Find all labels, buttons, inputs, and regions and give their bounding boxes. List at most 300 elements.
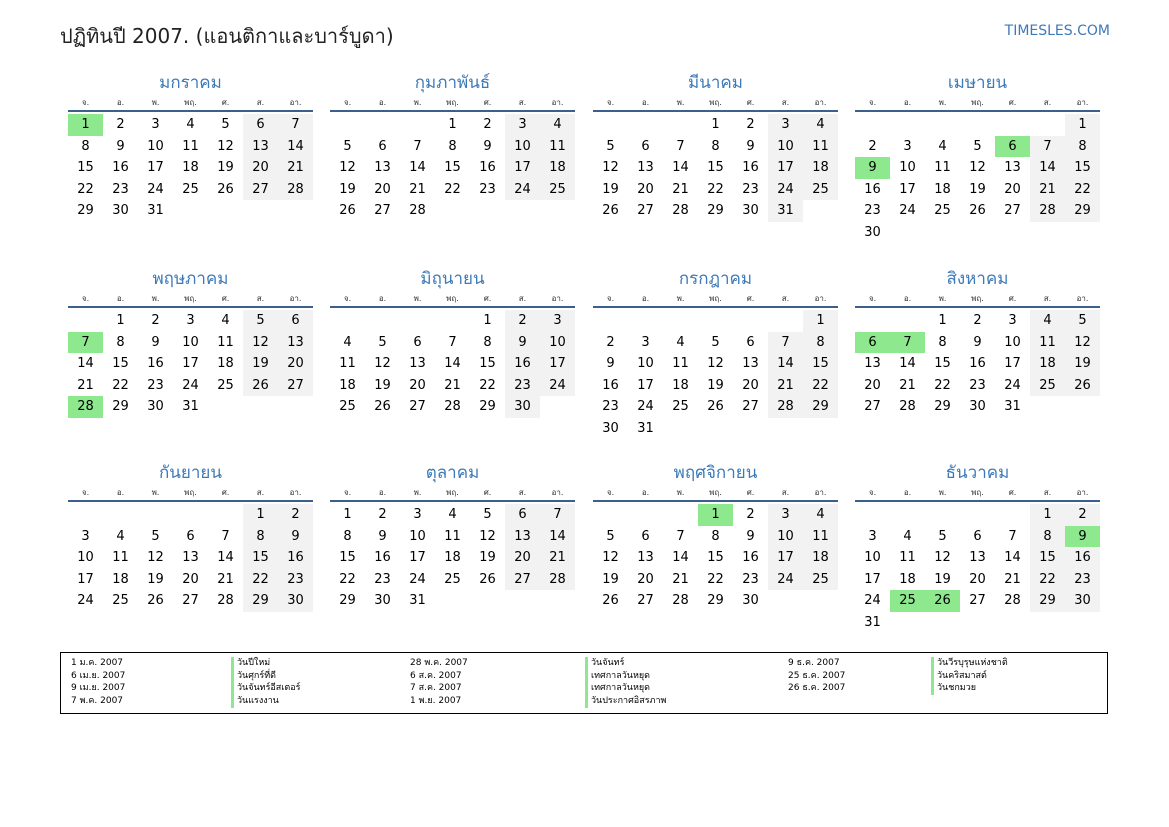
day-cell: 22 <box>1030 569 1065 591</box>
day-cell: 5 <box>243 310 278 332</box>
day-cell: 30 <box>374 593 391 608</box>
day-cell: 24 <box>540 375 575 397</box>
month-calendar <box>330 460 575 608</box>
day-cell: 27 <box>505 569 540 591</box>
holiday-day-cell: 9 <box>1065 526 1100 548</box>
legend-holiday-name: วันประกาศอิสรภาพ <box>591 696 667 707</box>
weekday-label: จ. <box>343 294 352 303</box>
weekday-label: อ. <box>116 488 125 497</box>
holiday-day-cell: 25 <box>890 590 925 612</box>
legend-names <box>931 657 1008 695</box>
day-cell: 29 <box>803 396 838 418</box>
day-cell: 4 <box>221 313 230 328</box>
day-cell: 26 <box>479 571 496 587</box>
weekday-label: พฤ. <box>971 488 984 497</box>
weekday-label: อา. <box>1076 294 1089 303</box>
day-cell: 19 <box>147 571 164 587</box>
weekday-label: ส. <box>518 98 527 107</box>
day-cell: 16 <box>864 181 881 197</box>
day-cell: 29 <box>479 399 496 414</box>
day-cell: 26 <box>339 203 356 218</box>
weekday-label: พฤ. <box>184 294 197 303</box>
weekday-label: จ. <box>606 98 615 107</box>
month-name: พฤศจิกายน <box>673 463 758 483</box>
day-cell: 4 <box>1030 310 1065 332</box>
day-cell: 19 <box>707 377 724 393</box>
weekday-label: จ. <box>81 488 90 497</box>
day-cell: 14 <box>409 160 426 175</box>
day-cell: 23 <box>602 399 619 414</box>
day-cell: 28 <box>672 203 689 218</box>
day-cell: 19 <box>969 181 986 197</box>
day-cell: 29 <box>77 203 94 218</box>
day-cell: 10 <box>637 356 654 371</box>
weekday-label: จ. <box>606 488 615 497</box>
day-cell: 15 <box>1065 157 1100 179</box>
weekday-label: อา. <box>289 488 302 497</box>
day-cell: 4 <box>343 334 352 350</box>
day-cell: 5 <box>973 138 982 154</box>
day-cell: 18 <box>899 571 916 587</box>
day-cell: 15 <box>934 356 951 371</box>
day-cell: 19 <box>217 160 234 175</box>
weekday-label: พ. <box>151 98 160 107</box>
weekday-label: พฤ. <box>971 98 984 107</box>
day-cell: 26 <box>217 181 234 197</box>
weekday-header <box>68 292 313 308</box>
day-cell: 13 <box>969 550 986 565</box>
day-cell: 12 <box>479 528 496 544</box>
day-cell: 18 <box>444 550 461 565</box>
holiday-day-cell: 1 <box>698 504 733 526</box>
day-cell: 2 <box>116 117 125 132</box>
day-cell: 24 <box>409 571 426 587</box>
day-cell: 10 <box>182 334 199 350</box>
day-cell: 22 <box>77 181 94 197</box>
weekday-label: พ. <box>676 488 685 497</box>
weekday-label: อา. <box>289 98 302 107</box>
day-cell: 14 <box>540 526 575 548</box>
day-cell: 6 <box>378 138 387 154</box>
day-cell: 7 <box>768 332 803 354</box>
day-cell: 11 <box>540 136 575 158</box>
day-cell: 15 <box>112 356 129 371</box>
day-cell: 8 <box>1030 526 1065 548</box>
weekday-header <box>330 486 575 502</box>
day-cell: 31 <box>182 399 199 414</box>
weekday-header <box>593 292 838 308</box>
day-cell: 16 <box>505 353 540 375</box>
day-cell: 3 <box>540 310 575 332</box>
weekday-label: อา. <box>551 294 564 303</box>
holiday-day-cell: 7 <box>68 332 103 354</box>
weekday-label: ศ. <box>746 98 755 107</box>
day-cell: 10 <box>77 550 94 565</box>
legend-holiday-name: เทศกาลวันหยุด <box>591 683 650 694</box>
day-cell: 3 <box>768 114 803 136</box>
day-cell: 9 <box>606 356 615 371</box>
day-cell: 31 <box>409 593 426 608</box>
day-cell: 11 <box>672 356 689 371</box>
page-title: ปฏิทินปี 2007. (แอนติกาและบาร์บูดา) <box>60 24 394 48</box>
legend-dates <box>788 657 845 695</box>
weekday-label: ศ. <box>746 488 755 497</box>
weekday-label: อ. <box>378 98 387 107</box>
day-cell: 24 <box>505 179 540 201</box>
day-cell: 23 <box>147 377 164 393</box>
day-cell: 22 <box>112 377 129 393</box>
weekday-label: อ. <box>116 98 125 107</box>
day-cell: 21 <box>444 377 461 393</box>
holiday-day-cell: 28 <box>68 396 103 418</box>
weekday-header <box>68 486 313 502</box>
day-cell: 7 <box>540 504 575 526</box>
weekday-header <box>330 292 575 308</box>
legend-dates <box>410 657 468 708</box>
day-cell: 2 <box>746 507 755 522</box>
day-cell: 15 <box>77 160 94 175</box>
day-cell: 26 <box>602 593 619 608</box>
day-cell: 19 <box>374 377 391 393</box>
day-cell: 8 <box>938 334 947 350</box>
day-cell: 30 <box>278 590 313 612</box>
day-cell: 25 <box>1030 375 1065 397</box>
day-cell: 16 <box>742 160 759 175</box>
month-name: สิงหาคม <box>946 269 1009 289</box>
day-cell: 19 <box>479 550 496 565</box>
day-cell: 18 <box>339 377 356 393</box>
day-cell: 22 <box>479 377 496 393</box>
day-cell: 19 <box>243 353 278 375</box>
day-cell: 9 <box>378 528 387 544</box>
weekday-label: อ. <box>641 98 650 107</box>
day-cell: 3 <box>505 114 540 136</box>
day-cell: 22 <box>934 377 951 393</box>
day-cell: 28 <box>1004 593 1021 608</box>
day-cell: 5 <box>483 507 492 522</box>
day-cell: 27 <box>182 593 199 608</box>
day-cell: 13 <box>374 160 391 175</box>
day-cell: 23 <box>742 181 759 197</box>
day-cell: 3 <box>868 528 877 544</box>
holiday-day-cell: 6 <box>855 332 890 354</box>
day-cell: 3 <box>81 528 90 544</box>
day-cell: 28 <box>672 593 689 608</box>
weekday-label: อา. <box>1076 98 1089 107</box>
legend-date: 1 พ.ย. 2007 <box>410 696 462 707</box>
day-cell: 26 <box>602 203 619 218</box>
day-cell: 5 <box>606 138 615 154</box>
day-cell: 12 <box>217 138 234 154</box>
day-cell: 17 <box>637 377 654 393</box>
day-cell: 20 <box>1004 181 1021 197</box>
weekday-label: พฤ. <box>446 488 459 497</box>
day-cell: 20 <box>637 571 654 587</box>
month-calendar <box>593 460 838 608</box>
weekday-label: จ. <box>606 294 615 303</box>
day-cell: 10 <box>540 332 575 354</box>
day-cell: 2 <box>151 313 160 328</box>
day-cell: 1 <box>803 310 838 332</box>
day-cell: 12 <box>602 550 619 565</box>
weekday-label: ศ. <box>1008 294 1017 303</box>
weekday-label: พฤ. <box>709 294 722 303</box>
day-cell: 24 <box>182 377 199 393</box>
weekday-label: พ. <box>938 98 947 107</box>
legend-date: 26 ธ.ค. 2007 <box>788 683 846 694</box>
day-cell: 27 <box>864 399 881 414</box>
day-cell: 1 <box>116 313 125 328</box>
legend-holiday-name: วันคริสมาสต์ <box>937 670 987 681</box>
day-cell: 6 <box>973 528 982 544</box>
weekday-label: พฤ. <box>709 488 722 497</box>
day-cell: 4 <box>186 117 195 132</box>
day-cell: 19 <box>339 181 356 197</box>
day-cell: 13 <box>864 356 881 371</box>
weekday-label: ส. <box>518 488 527 497</box>
day-cell: 10 <box>768 526 803 548</box>
day-cell: 19 <box>1065 353 1100 375</box>
day-cell: 14 <box>1004 550 1021 565</box>
day-cell: 21 <box>409 181 426 197</box>
day-cell: 21 <box>768 375 803 397</box>
weekday-label: อ. <box>116 294 125 303</box>
day-cell: 21 <box>672 181 689 197</box>
day-cell: 8 <box>711 528 720 544</box>
day-cell: 24 <box>147 181 164 197</box>
legend-names <box>585 657 666 708</box>
day-cell: 18 <box>803 157 838 179</box>
day-cell: 30 <box>1065 590 1100 612</box>
weekday-label: พฤ. <box>971 294 984 303</box>
day-cell: 30 <box>864 224 881 240</box>
weekday-label: อ. <box>903 488 912 497</box>
holiday-legend <box>60 652 1108 714</box>
weekday-label: อ. <box>641 488 650 497</box>
day-cell: 11 <box>339 356 356 371</box>
day-cell: 29 <box>112 399 129 414</box>
month-calendar <box>68 460 313 608</box>
day-cell: 9 <box>505 332 540 354</box>
day-cell: 22 <box>707 181 724 197</box>
day-cell: 20 <box>374 181 391 197</box>
day-cell: 17 <box>768 157 803 179</box>
legend-date: 6 ส.ค. 2007 <box>410 670 462 681</box>
weekday-label: พ. <box>938 488 947 497</box>
day-cell: 12 <box>243 332 278 354</box>
day-cell: 3 <box>413 507 422 522</box>
day-cell: 24 <box>864 593 881 608</box>
month-name: เมษายน <box>947 73 1008 93</box>
day-cell: 8 <box>243 526 278 548</box>
day-cell: 9 <box>278 526 313 548</box>
day-cell: 8 <box>1065 136 1100 158</box>
weekday-label: ศ. <box>483 488 492 497</box>
day-cell: 13 <box>505 526 540 548</box>
day-cell: 25 <box>934 203 951 218</box>
day-cell: 14 <box>444 356 461 371</box>
day-cell: 16 <box>278 547 313 569</box>
weekday-label: จ. <box>868 98 877 107</box>
day-cell: 30 <box>742 203 759 218</box>
month-calendar <box>593 266 838 436</box>
day-cell: 23 <box>505 375 540 397</box>
day-cell: 16 <box>742 550 759 565</box>
month-calendar <box>855 266 1100 414</box>
day-cell: 25 <box>339 399 356 414</box>
day-cell: 13 <box>742 356 759 371</box>
legend-date: 28 พ.ค. 2007 <box>410 658 468 668</box>
day-cell: 28 <box>409 203 426 218</box>
day-cell: 2 <box>1065 504 1100 526</box>
day-cell: 12 <box>147 550 164 565</box>
day-cell: 18 <box>112 571 129 587</box>
weekday-label: ศ. <box>1008 98 1017 107</box>
day-cell: 4 <box>803 504 838 526</box>
weekday-header <box>593 486 838 502</box>
day-cell: 25 <box>803 179 838 201</box>
day-cell: 6 <box>746 334 755 350</box>
day-cell: 13 <box>409 356 426 371</box>
day-cell: 11 <box>444 528 461 544</box>
day-cell: 24 <box>1004 377 1021 393</box>
day-cell: 1 <box>711 117 720 132</box>
day-cell: 8 <box>343 528 352 544</box>
day-cell: 20 <box>637 181 654 197</box>
day-cell: 18 <box>540 157 575 179</box>
day-cell: 14 <box>217 550 234 565</box>
day-cell: 30 <box>602 420 619 436</box>
day-cell: 17 <box>540 353 575 375</box>
day-cell: 27 <box>742 399 759 414</box>
day-cell: 28 <box>1030 200 1065 222</box>
day-cell: 22 <box>444 181 461 197</box>
day-cell: 1 <box>483 313 492 328</box>
legend-date: 7 พ.ค. 2007 <box>71 696 124 707</box>
day-cell: 13 <box>243 136 278 158</box>
day-cell: 5 <box>378 334 387 350</box>
day-cell: 28 <box>444 399 461 414</box>
day-cell: 1 <box>1065 114 1100 136</box>
day-cell: 16 <box>969 356 986 371</box>
day-cell: 15 <box>803 353 838 375</box>
day-cell: 19 <box>602 571 619 587</box>
day-cell: 5 <box>938 528 947 544</box>
legend-date: 1 ม.ค. 2007 <box>71 658 124 668</box>
day-cell: 28 <box>217 593 234 608</box>
day-cell: 10 <box>505 136 540 158</box>
day-cell: 1 <box>938 313 947 328</box>
day-cell: 25 <box>217 377 234 393</box>
weekday-label: ศ. <box>483 98 492 107</box>
day-cell: 4 <box>803 114 838 136</box>
day-cell: 13 <box>637 550 654 565</box>
day-cell: 10 <box>147 138 164 154</box>
day-cell: 6 <box>505 504 540 526</box>
legend-date: 25 ธ.ค. 2007 <box>788 670 846 681</box>
weekday-header <box>855 486 1100 502</box>
day-cell: 7 <box>413 138 422 154</box>
month-name: กันยายน <box>158 463 222 483</box>
legend-holiday-name: วันชกมวย <box>937 683 977 694</box>
month-calendar <box>68 266 313 414</box>
day-cell: 11 <box>1030 332 1065 354</box>
day-cell: 29 <box>243 590 278 612</box>
day-cell: 6 <box>186 528 195 544</box>
day-cell: 25 <box>444 571 461 587</box>
weekday-label: ศ. <box>221 488 230 497</box>
legend-holiday-name: วันแรงงาน <box>237 696 279 707</box>
day-cell: 20 <box>278 353 313 375</box>
day-cell: 17 <box>409 550 426 565</box>
day-cell: 16 <box>602 377 619 393</box>
weekday-label: พ. <box>676 98 685 107</box>
brand-link[interactable]: TIMESLES.COM <box>1004 23 1110 39</box>
day-cell: 3 <box>903 138 912 154</box>
day-cell: 20 <box>969 571 986 587</box>
weekday-header <box>855 96 1100 112</box>
weekday-label: พฤ. <box>446 294 459 303</box>
day-cell: 5 <box>151 528 160 544</box>
day-cell: 25 <box>112 593 129 608</box>
day-cell: 13 <box>182 550 199 565</box>
day-cell: 26 <box>374 399 391 414</box>
day-cell: 7 <box>278 114 313 136</box>
day-cell: 22 <box>339 571 356 587</box>
day-cell: 21 <box>77 377 94 393</box>
day-cell: 21 <box>1030 179 1065 201</box>
holiday-day-cell: 6 <box>995 136 1030 158</box>
day-cell: 4 <box>938 138 947 154</box>
day-cell: 25 <box>803 569 838 591</box>
day-cell: 26 <box>969 203 986 218</box>
day-cell: 6 <box>278 310 313 332</box>
day-cell: 17 <box>182 356 199 371</box>
day-cell: 19 <box>602 181 619 197</box>
day-cell: 15 <box>444 160 461 175</box>
month-name: มกราคม <box>159 73 222 93</box>
month-name: พฤษภาคม <box>152 269 229 289</box>
day-cell: 17 <box>864 571 881 587</box>
day-cell: 9 <box>151 334 160 350</box>
day-cell: 29 <box>1065 200 1100 222</box>
month-calendar <box>330 266 575 414</box>
legend-date: 9 เม.ย. 2007 <box>71 683 126 694</box>
day-cell: 4 <box>676 334 685 350</box>
day-cell: 15 <box>707 160 724 175</box>
day-cell: 23 <box>278 569 313 591</box>
day-cell: 5 <box>1065 310 1100 332</box>
weekday-label: พ. <box>413 488 422 497</box>
weekday-label: ศ. <box>221 98 230 107</box>
day-cell: 22 <box>243 569 278 591</box>
day-cell: 21 <box>899 377 916 393</box>
day-cell: 30 <box>505 396 540 418</box>
weekday-label: ส. <box>781 294 790 303</box>
weekday-label: ศ. <box>746 294 755 303</box>
day-cell: 19 <box>934 571 951 587</box>
weekday-label: ส. <box>1043 294 1052 303</box>
weekday-label: อา. <box>551 488 564 497</box>
weekday-label: พฤ. <box>184 488 197 497</box>
day-cell: 24 <box>768 569 803 591</box>
day-cell: 15 <box>707 550 724 565</box>
day-cell: 7 <box>676 138 685 154</box>
day-cell: 12 <box>1065 332 1100 354</box>
day-cell: 17 <box>1004 356 1021 371</box>
day-cell: 14 <box>77 356 94 371</box>
weekday-label: จ. <box>81 98 90 107</box>
